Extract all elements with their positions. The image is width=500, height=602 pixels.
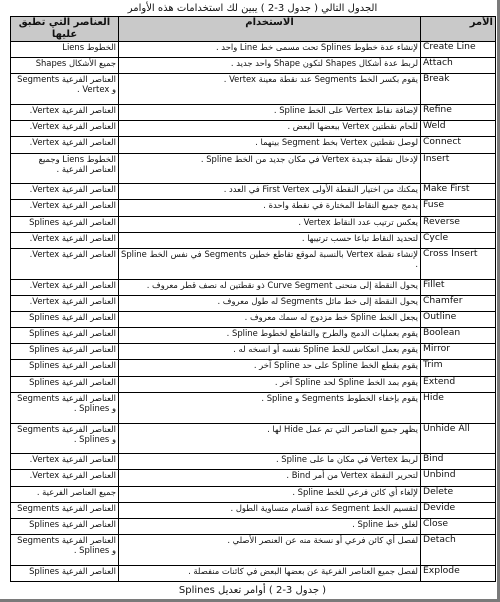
header-elements: العناصر التي تطبق عليها: [11, 17, 119, 42]
cell-command: Outline: [421, 311, 496, 327]
cell-elements: العناصر الفرعية Splines: [11, 344, 119, 360]
cell-command: Create Line: [421, 42, 496, 58]
cell-elements: العناصر الفرعية Splines: [11, 328, 119, 344]
cell-elements: العناصر الفرعية Vertex.: [11, 470, 119, 486]
cell-usage: يقوم بعمليات الدمج والطرح والتقاطع لخطوط Spline .: [119, 328, 421, 344]
cell-command: Reverse: [421, 216, 496, 232]
cell-command: Extend: [421, 376, 496, 392]
cell-elements: جميع الأشكال Shapes: [11, 58, 119, 74]
cell-elements: العناصر الفرعية Splines: [11, 518, 119, 534]
cell-usage: لغلق خط Spline .: [119, 518, 421, 534]
table-row: [11, 42, 496, 58]
cell-usage: لتقسيم الخط Segment عدة أقسام متساوية الطول .: [119, 502, 421, 518]
cell-command: Unhide All: [421, 423, 496, 454]
cell-elements: العناصر الفرعية Vertex.: [11, 454, 119, 470]
cell-usage: لإنشاء عدة خطوط Splines تحت مسمى خط Line واحد .: [119, 42, 421, 58]
table-body: [11, 42, 496, 582]
table-row: [11, 58, 496, 74]
table-row: [11, 248, 496, 279]
table-row: [11, 184, 496, 200]
table-row: [11, 121, 496, 137]
table-row: [11, 376, 496, 392]
cell-elements: العناصر الفرعية Segments: [11, 502, 119, 518]
cell-command: Cycle: [421, 232, 496, 248]
cell-usage: لوصل نقطتين Vertex بخط Segment بينهما .: [119, 137, 421, 153]
cell-command: Boolean: [421, 328, 496, 344]
table-row: [11, 200, 496, 216]
cell-usage: يقوم بكسر الخط Segments عند نقطة معينة Vertex .: [119, 74, 421, 105]
table-row: [11, 502, 496, 518]
cell-command: Fillet: [421, 279, 496, 295]
table-row: [11, 344, 496, 360]
cell-usage: لفصل أي كائن فرعي أو نسخة منه عن العنصر الأصلي .: [119, 535, 421, 566]
cell-usage: لفصل جميع العناصر الفرعية عن بعضها البعض في كائنات منفصلة .: [119, 565, 421, 581]
cell-usage: لتحديد النقاط تباعا حسب ترتيبها .: [119, 232, 421, 248]
cell-command: Fuse: [421, 200, 496, 216]
cell-command: Attach: [421, 58, 496, 74]
table-row: [11, 518, 496, 534]
cell-command: Explode: [421, 565, 496, 581]
table-row: [11, 295, 496, 311]
cell-usage: يقوم بعمل انعكاس للخط Spline نفسه أو انسخه له .: [119, 344, 421, 360]
cell-elements: العناصر الفرعية Splines: [11, 360, 119, 376]
cell-command: Make First: [421, 184, 496, 200]
cell-elements: العناصر الفرعية Vertex.: [11, 105, 119, 121]
cell-command: Break: [421, 74, 496, 105]
cell-usage: يحول النقطة إلى منحنى Curve Segment ذو نقطتين له نصف قطر معروف .: [119, 279, 421, 295]
cell-command: Refine: [421, 105, 496, 121]
cell-elements: العناصر الفرعية Vertex.: [11, 279, 119, 295]
table-caption-top: الجدول التالي ( جدول 3-2 ) يبين لك استخدامات هذه الأوامر: [127, 3, 378, 14]
header-usage: الاستخدام: [119, 17, 421, 42]
cell-usage: لإنشاء نقطة Vertex بالنسبة لموقع تقاطع خطين Segments في نفس الخط Spline .: [119, 248, 421, 279]
table-row: [11, 328, 496, 344]
cell-usage: يمكنك من اختيار النقطة الأولى First Vertex في العدد .: [119, 184, 421, 200]
cell-elements: العناصر الفرعية Vertex.: [11, 248, 119, 279]
table-row: [11, 105, 496, 121]
cell-elements: الخطوط Liens: [11, 42, 119, 58]
table-row: [11, 470, 496, 486]
cell-usage: لربط عدة أشكال Shapes لتكون Shape واحد جديد .: [119, 58, 421, 74]
table-row: [11, 454, 496, 470]
table-row: [11, 311, 496, 327]
cell-usage: يقوم بقطع الخط Spline على حد Spline آخر .: [119, 360, 421, 376]
table-row: [11, 279, 496, 295]
cell-usage: يظهر جميع العناصر التي تم عمل Hide لها .: [119, 423, 421, 454]
table-row: [11, 360, 496, 376]
cell-command: Close: [421, 518, 496, 534]
cell-elements: العناصر الفرعية Splines: [11, 376, 119, 392]
table-row: [11, 74, 496, 105]
table-row: [11, 486, 496, 502]
cell-elements: العناصر الفرعية Segments و Splines .: [11, 392, 119, 423]
cell-usage: يقوم بإخفاء الخطوط Segments و Spline .: [119, 392, 421, 423]
cell-usage: يحول النقطة إلى خط مائل Segments له طول معروف .: [119, 295, 421, 311]
cell-command: Devide: [421, 502, 496, 518]
cell-elements: جميع العناصر الفرعية .: [11, 486, 119, 502]
cell-elements: الخطوط Liens وجميع العناصر الفرعية .: [11, 153, 119, 184]
cell-elements: العناصر الفرعية Segments و Vertex .: [11, 74, 119, 105]
cell-elements: العناصر الفرعية Vertex.: [11, 184, 119, 200]
cell-usage: يدمج جميع النقاط المختارة في نقطة واحدة .: [119, 200, 421, 216]
table-row: [11, 535, 496, 566]
header-command: الأمر: [421, 17, 496, 42]
cell-command: Connect: [421, 137, 496, 153]
cell-command: Insert: [421, 153, 496, 184]
cell-command: Trim: [421, 360, 496, 376]
cell-elements: العناصر الفرعية Splines: [11, 216, 119, 232]
cell-command: Weld: [421, 121, 496, 137]
table-row: [11, 153, 496, 184]
cell-usage: للحام نقطتين Vertex ببعضها البعض .: [119, 121, 421, 137]
cell-usage: لإضافة نقاط Vertex على الخط Spline .: [119, 105, 421, 121]
table-row: [11, 565, 496, 581]
cell-elements: العناصر الفرعية Segments و Splines .: [11, 423, 119, 454]
cell-usage: يعكس ترتيب عدد النقاط Vertex .: [119, 216, 421, 232]
cell-elements: العناصر الفرعية Vertex.: [11, 295, 119, 311]
cell-command: Delete: [421, 486, 496, 502]
cell-usage: لتحرير النقطة Vertex من أمر Bind .: [119, 470, 421, 486]
cell-elements: العناصر الفرعية Splines: [11, 311, 119, 327]
table-row: [11, 137, 496, 153]
cell-command: Bind: [421, 454, 496, 470]
cell-command: Cross Insert: [421, 248, 496, 279]
cell-elements: العناصر الفرعية Vertex.: [11, 200, 119, 216]
cell-command: Unbind: [421, 470, 496, 486]
cell-command: Detach: [421, 535, 496, 566]
cell-usage: يجعل الخط Spline خط مزدوج له سمك معروف .: [119, 311, 421, 327]
cell-usage: يقوم بمد الخط Spline لحد Spline آخر .: [119, 376, 421, 392]
commands-table: [10, 16, 496, 582]
cell-elements: العناصر الفرعية Vertex.: [11, 232, 119, 248]
cell-command: Chamfer: [421, 295, 496, 311]
table-row: [11, 423, 496, 454]
cell-elements: العناصر الفرعية Splines: [11, 565, 119, 581]
cell-command: Hide: [421, 392, 496, 423]
table-caption-bottom: ( جدول 3-2 ) أوامر تعديل Splines: [178, 585, 327, 596]
cell-elements: العناصر الفرعية Vertex.: [11, 121, 119, 137]
cell-usage: لإدخال نقطة جديدة Vertex في مكان جديد من الخط Spline .: [119, 153, 421, 184]
table-row: [11, 392, 496, 423]
table-header-row: [11, 17, 496, 42]
table-row: [11, 216, 496, 232]
cell-usage: لإلغاء أي كائن فرعي للخط Spline .: [119, 486, 421, 502]
cell-elements: العناصر الفرعية Vertex.: [11, 137, 119, 153]
cell-elements: العناصر الفرعية Segments و Splines .: [11, 535, 119, 566]
cell-command: Mirror: [421, 344, 496, 360]
cell-usage: لربط Vertex في مكان ما على Spline .: [119, 454, 421, 470]
table-row: [11, 232, 496, 248]
